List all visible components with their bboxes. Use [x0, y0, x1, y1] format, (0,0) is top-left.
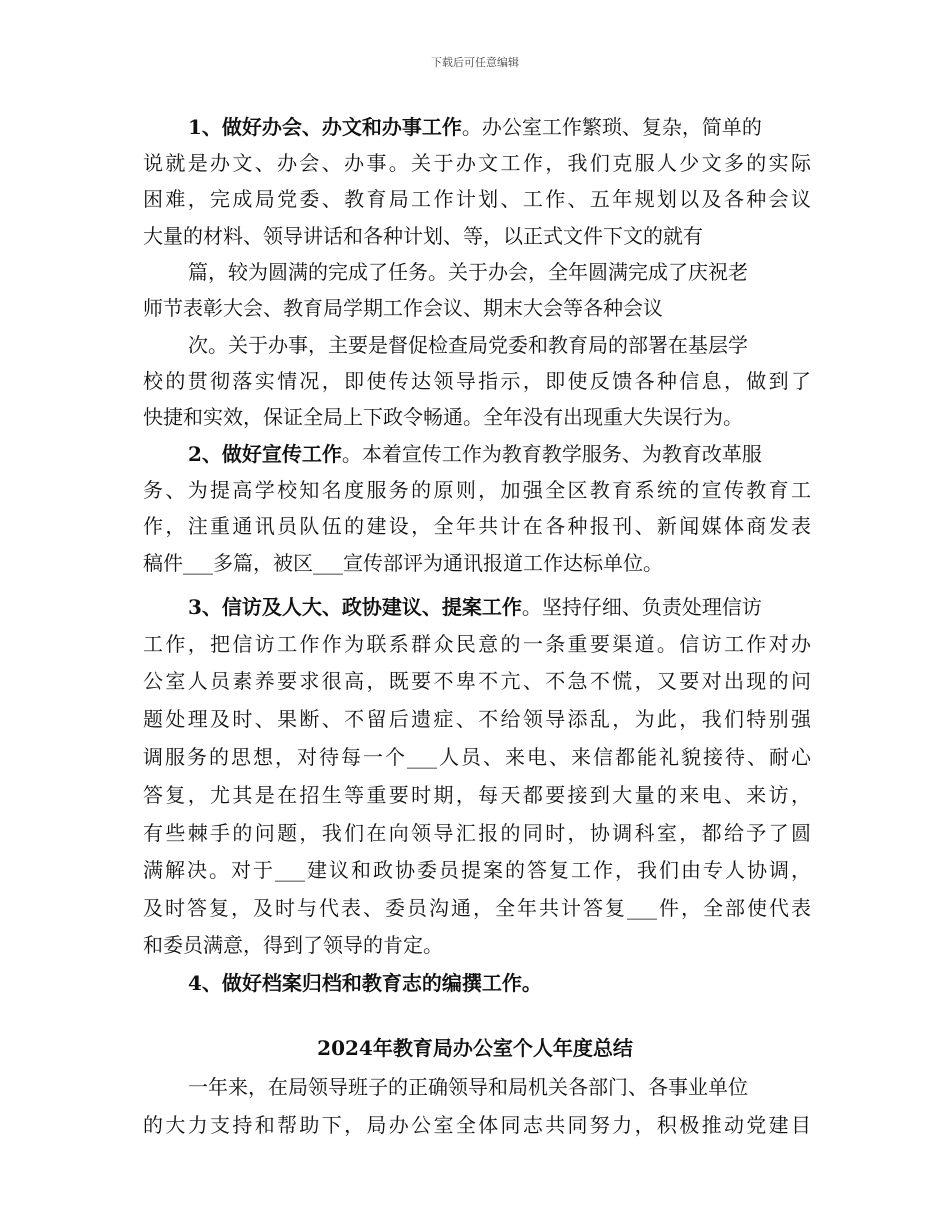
- paragraph-line: 大量的材料、领导讲话和各种计划、等，以正式文件下文的就有: [143, 224, 703, 248]
- paragraph-line: 务、为提高学校知名度服务的原则，加强全区教育系统的宣传教育工: [143, 478, 811, 502]
- paragraph-line: 稿件___多篇，被区___宣传部评为通讯报道工作达标单位。: [143, 551, 663, 575]
- paragraph-line: 师节表彰大会、教育局学期工作会议、期末大会等各种会议: [143, 296, 663, 320]
- paragraph-line: 满解决。对于___建议和政协委员提案的答复工作，我们由专人协调，: [143, 858, 811, 882]
- paragraph-line: 次。关于办事，主要是督促检查局党委和教育局的部署在基层学: [188, 333, 748, 357]
- paragraph-line: [188, 439, 811, 469]
- paragraph-line: 公室人员素养要求很高，既要不卑不亢、不急不慌，又要对出现的问: [143, 669, 811, 693]
- page-header: 下载后可任意编辑: [431, 56, 519, 69]
- paragraph-line: [188, 592, 811, 622]
- section-heading: 2、做好宣传工作: [188, 442, 342, 466]
- paragraph-line: 题处理及时、果断、不留后遗症、不给领导添乱，为此，我们特别强: [143, 707, 811, 731]
- paragraph-line: 一年来，在局领导班子的正确领导和局机关各部门、各事业单位: [188, 1075, 748, 1099]
- paragraph-line: 和委员满意，得到了领导的肯定。: [143, 933, 443, 957]
- paragraph-line: 篇，较为圆满的完成了任务。关于办会，全年圆满完成了庆祝老: [188, 260, 748, 284]
- paragraph-line: 的大力支持和帮助下，局办公室全体同志共同努力，积极推动党建目: [143, 1113, 811, 1137]
- paragraph-line: 有些棘手的问题，我们在向领导汇报的同时，协调科室，都给予了圆: [143, 821, 811, 845]
- section-heading: 4、做好档案归档和教育志的编撰工作。: [188, 971, 542, 995]
- paragraph-line: 快捷和实效，保证全局上下政令畅通。全年没有出现重大失误行为。: [143, 405, 743, 429]
- paragraph-line: 校的贯彻落实情况，即使传达领导指示，即使反馈各种信息，做到了: [143, 369, 811, 393]
- paragraph-line: 调服务的思想，对待每一个___人员、来电、来信都能礼貌接待、耐心: [143, 745, 811, 769]
- section-heading: 3、信访及人大、政协建议、提案工作: [188, 595, 522, 619]
- paragraph-line: 说就是办文、办会、办事。关于办文工作，我们克服人少文多的实际: [143, 151, 811, 175]
- paragraph-line: 困难，完成局党委、教育局工作计划、工作、五年规划以及各种会议: [143, 187, 811, 211]
- paragraph-line: [188, 112, 811, 142]
- text-span: 。办公室工作繁琐、复杂，简单的: [461, 115, 762, 139]
- paragraph-line: 工作，把信访工作作为联系群众民意的一条重要渠道。信访工作对办: [143, 632, 811, 656]
- text-span: 。坚持仔细、负责处理信访: [521, 595, 762, 619]
- section-heading: 1、做好办会、办文和办事工作: [188, 115, 462, 139]
- paragraph-line: 作，注重通讯员队伍的建设，全年共计在各种报刊、新闻媒体商发表: [143, 514, 811, 538]
- document-title: 2024年教育局办公室个人年度总结: [317, 1036, 633, 1060]
- paragraph-line: 及时答复，及时与代表、委员沟通，全年共计答复___件，全部使代表: [143, 896, 811, 920]
- text-span: 。本着宣传工作为教育教学服务、为教育改革服: [341, 442, 762, 466]
- paragraph-line: 答复，尤其是在招生等重要时期，每天都要接到大量的来电、来访，: [143, 783, 811, 807]
